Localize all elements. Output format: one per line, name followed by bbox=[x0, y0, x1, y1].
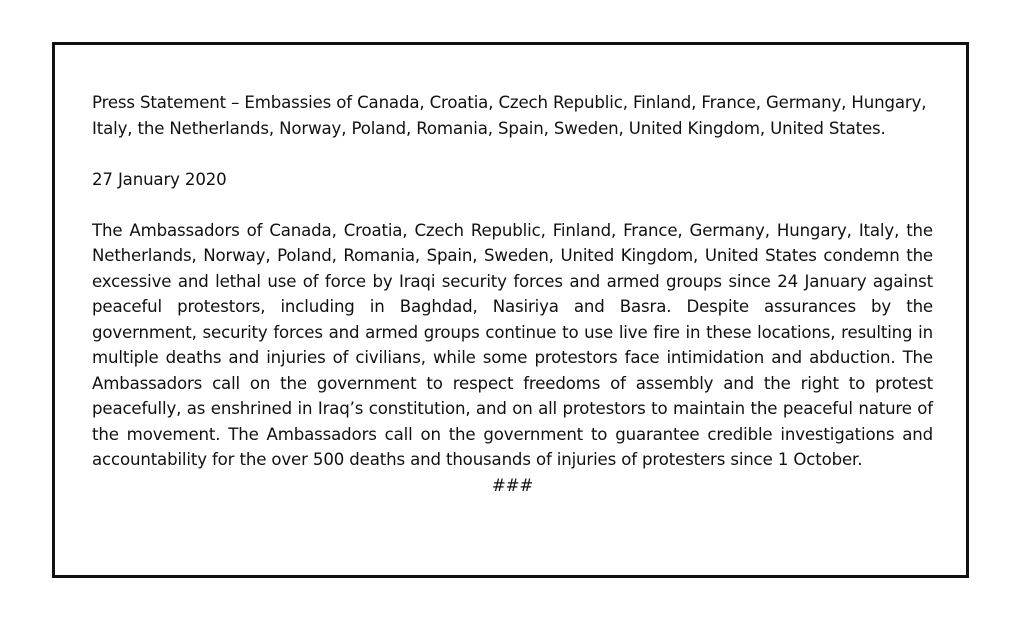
statement-heading: Press Statement – Embassies of Canada, Croatia, Czech Republic, Finland, France, Germany, Hungary, Italy, the Netherlands, Norway, Poland, Romania, Spain, Sweden, United Kingdom, United States. bbox=[92, 93, 927, 138]
statement-content bbox=[92, 90, 933, 498]
statement-body: The Ambassadors of Canada, Croatia, Czech Republic, Finland, France, Germany, Hungary, Italy, the Netherlands, Norway, Poland, Romania, Spain, Sweden, United Kingdom, United States condemn the excessive and lethal use of force by Iraqi security forces and armed groups since 24 January against peaceful protestors, including in Baghdad, Nasiriya and Basra. Despite assurances by the government, security forces and armed groups continue to use live fire in these locations, resulting in multiple deaths and injuries of civilians, while some protestors face intimidation and abduction. The Ambassadors call on the government to respect freedoms of assembly and the right to protest peacefully, as enshrined in Iraq’s constitution, and on all protestors to maintain the peaceful nature of the movement. The Ambassadors call on the government to guarantee credible investigations and accountability for the over 500 deaths and thousands of injuries of protesters since 1 October. bbox=[92, 220, 933, 469]
document-frame bbox=[52, 42, 969, 578]
statement-date: 27 January 2020 bbox=[92, 169, 227, 189]
end-mark: ### bbox=[491, 475, 534, 495]
